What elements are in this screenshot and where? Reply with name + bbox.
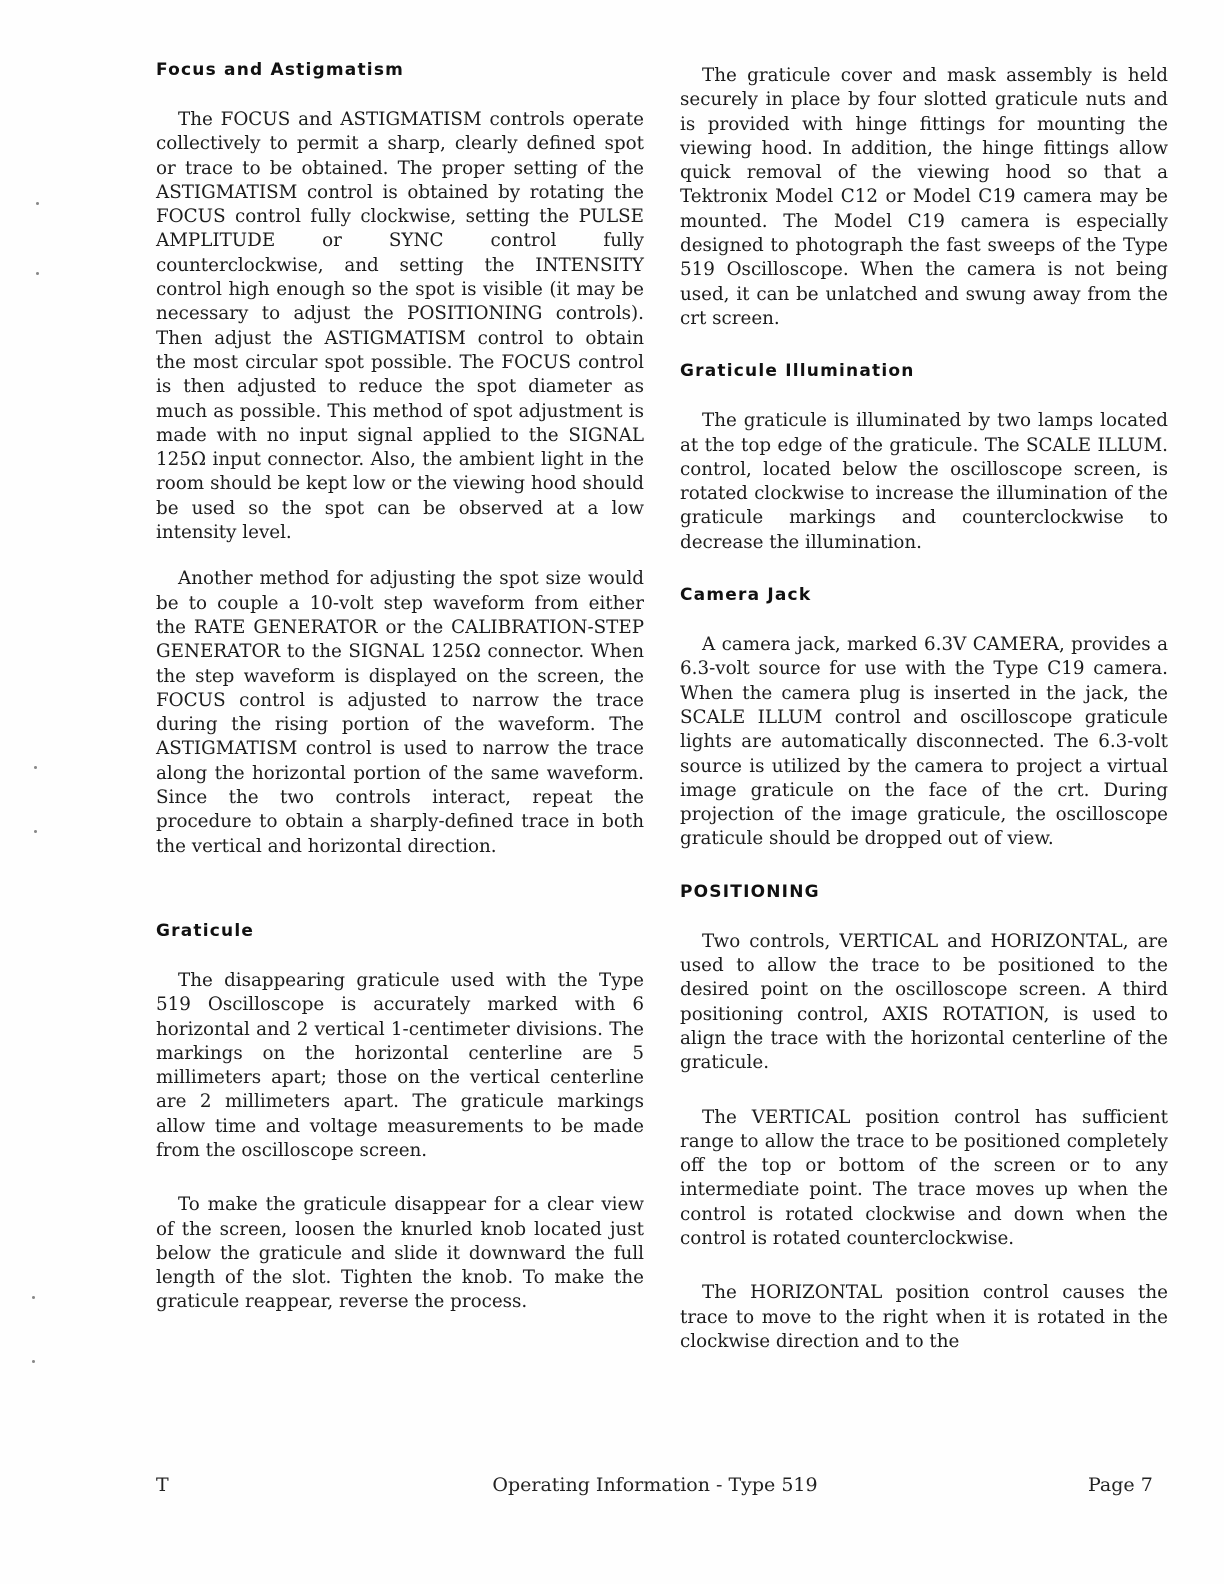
focus-paragraph-1: The FOCUS and ASTIGMATISM controls operate collectively to permit a sharp, clearly defined spot or trace to be obtained. The proper setting of the ASTIGMATISM control is obtained by rotating the FOCUS control fully clockwise, setting the PULSE AMPLITUDE or SYNC control fully counterclockwise, and setting the INTENSITY control high enough so the spot is visible (it may be necessary to adjust the POSITIONING controls). Then adjust the ASTIGMATISM control to obtain the most circular spot possible. The FOCUS control is then adjusted to reduce the spot diameter as much as possible. This method of spot adjustment is made with no input signal applied to the SIGNAL 125Ω input connector. Also, the ambient light in the room should be kept low or the viewing hood should be used so the spot can be observed at a low intensity level.: [156, 109, 644, 544]
footer-title: Operating Information - Type 519: [492, 1474, 818, 1496]
positioning-heading: POSITIONING: [680, 881, 820, 902]
right-column: [680, 64, 1168, 1354]
page-number: Page 7: [1088, 1474, 1153, 1496]
scan-speck: [36, 272, 39, 275]
graticule-illumination-heading: Graticule Illumination: [680, 361, 915, 382]
graticule-paragraph-1: The disappearing graticule used with the Type 519 Oscilloscope is accurately marked with 6 horizontal and 2 vertical 1-centimeter divisions. The markings on the horizontal centerline are 5 millimeters apart; those on the vertical centerline are 2 millimeters apart. The graticule markings allow time and voltage measurements to be made from the oscilloscope screen.: [156, 969, 644, 1161]
camera-jack-heading: Camera Jack: [680, 585, 812, 606]
graticule-heading: Graticule: [156, 920, 255, 941]
focus-astigmatism-heading: Focus and Astigmatism: [156, 60, 405, 80]
scan-speck: [36, 202, 39, 205]
graticule-paragraph-2: To make the graticule disappear for a clear view of the screen, loosen the knurled knob located just below the graticule and slide it downward the full length of the slot. Tighten the knob. To make the graticule reappear, reverse the process.: [156, 1194, 644, 1313]
camera-jack-paragraph: A camera jack, marked 6.3V CAMERA, provides a 6.3-volt source for use with the Type C19 camera. When the camera plug is inserted in the jack, the SCALE ILLUM control and oscilloscope graticule lights are automatically disconnected. The 6.3-volt source is utilized by the camera to project a virtual image graticule on the face of the crt. During projection of the image graticule, the oscilloscope graticule should be dropped out of view.: [680, 634, 1168, 850]
focus-paragraph-2: Another method for adjusting the spot size would be to couple a 10-volt step waveform from either the RATE GENERATOR or the CALIBRATION-STEP GENERATOR to the SIGNAL 125Ω connector. When the step waveform is displayed on the screen, the FOCUS control is adjusted to narrow the trace during the rising portion of the waveform. The ASTIGMATISM control is used to narrow the trace along the horizontal portion of the same waveform. Since the two controls interact, repeat the procedure to obtain a sharply-defined trace in both the vertical and horizontal direction.: [156, 568, 644, 857]
positioning-paragraph-2: The VERTICAL position control has sufficient range to allow the trace to be positioned completely off the top or bottom of the screen or to any intermediate point. The trace moves up when the control is rotated clockwise and down when the control is rotated counterclockwise.: [680, 1106, 1168, 1249]
left-column: [156, 60, 644, 1315]
scan-speck: [32, 1360, 35, 1363]
graticule-illumination-paragraph: The graticule is illuminated by two lamps located at the top edge of the graticule. The SCALE ILLUM. control, located below the oscilloscope screen, is rotated clockwise to increase the illumination of the graticule markings and counterclockwise to decrease the illumination.: [680, 410, 1168, 553]
graticule-cover-paragraph: The graticule cover and mask assembly is held securely in place by four slotted graticule nuts and is provided with hinge fittings for mounting the viewing hood. In addition, the hinge fittings allow quick removal of the viewing hood so that a Tektronix Model C12 or Model C19 camera may be mounted. The Model C19 camera is especially designed to photograph the fast sweeps of the Type 519 Oscilloscope. When the camera is not being used, it can be unlatched and swung away from the crt screen.: [680, 65, 1168, 329]
scan-speck: [34, 830, 37, 833]
scan-speck: [34, 766, 37, 769]
footer-left-mark: T: [156, 1474, 169, 1496]
scan-speck: [32, 1296, 35, 1299]
positioning-paragraph-1: Two controls, VERTICAL and HORIZONTAL, are used to allow the trace to be positioned to the desired point on the oscilloscope screen. A third positioning control, AXIS ROTATION, is used to align the trace with the horizontal centerline of the graticule.: [680, 930, 1168, 1074]
positioning-paragraph-3: The HORIZONTAL position control causes the trace to move to the right when it is rotated in the clockwise direction and to the: [680, 1282, 1168, 1352]
